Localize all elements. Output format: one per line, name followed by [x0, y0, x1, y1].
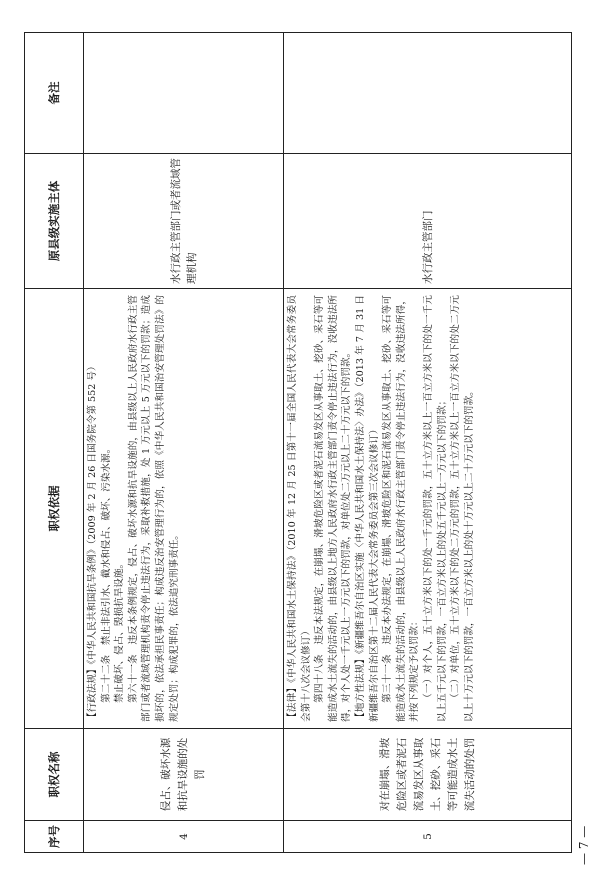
basis-article: 第二十二条 禁止非法引水、截水和侵占、破坏、污染水源。 [100, 443, 112, 703]
basis-article: 第六十一条 违反本条例规定，侵占、破坏水源和抗旱设施的，由县级以上人民政府水行政主管部门或者流域管理机构责令停止违法行为，采取补救措施，处 1 万元以上 5 万元以下的罚款；造成损坏的，依法承担民事责任；构成违反治安管理行为的，依照《中华人民共和国治安管理处罚法》的规定处罚；构成犯罪的，依法追究刑事责任。 [127, 295, 180, 722]
header-basis: 职权依据 [25, 289, 84, 729]
basis-article: 禁止破坏、侵占、毁损抗旱设施。 [114, 558, 126, 703]
basis-article: （二）对单位，五十立方米以下的处二万元的罚款，五十立方米以上一百立方米以下的处二万元以上十万元以下的罚款，一百立方米以上的处十万元以上二十万元以下的罚款。 [450, 295, 475, 722]
remarks-cell [84, 33, 284, 154]
basis-source: 【行政法规】《中华人民共和国抗旱条例》（2009 年 2 月 26 日国务院令第 552 号） [87, 361, 98, 722]
header-note: 备注 [25, 33, 84, 154]
basis-article: 第三十一条 违反本办法规定，在崩塌、滑坡危险区和泥石流易发区从事取土、挖砂、采石等可能造成水土流失的活动的，由县级以上人民政府水行政主管部门责令停止违法行为，没收违法所得，并按下列规定予以罚款： [382, 295, 421, 722]
remarks-cell [284, 33, 572, 154]
basis-source: 【法律】《中华人民共和国水土保持法》（2010 年 12 月 25 日第十一届全国人民代表大会常务委员会第十八次会议修订） [287, 295, 312, 722]
legal-basis [284, 289, 572, 729]
basis-article: （一）对个人，五十立方米以下的处一千元的罚款，五十立方米以上一百立方米以下的处一千元以上五千元以下的罚款，一百立方米以上的处五千元以上一万元以下的罚款； [422, 295, 448, 722]
powers-table [24, 32, 572, 853]
header-name: 职权名称 [25, 729, 84, 821]
power-name: 对在崩塌、滑坡危险区或者泥石流易发区从事取土、挖砂、采石等可能造成水土流失活动的处罚 [284, 729, 572, 821]
row-number: 4 [84, 821, 284, 853]
row-number: 5 [284, 821, 572, 853]
legal-basis [84, 289, 284, 729]
header-row [25, 33, 84, 853]
table-row [284, 33, 572, 853]
header-body: 原县级实施主体 [25, 154, 84, 289]
page-number: — 7 — [577, 825, 591, 865]
basis-source: 【地方性法规】《新疆维吾尔自治区实施〈中华人民共和国水土保持法〉办法》（2013 年 7 月 31 日新疆维吾尔自治区第十二届人民代表大会常务委员会第三次会议修订） [354, 295, 380, 722]
basis-article: 第四十八条 违反本法规定，在崩塌、滑坡危险区或者泥石流易发区从事取土、挖砂、采石等可能造成水土流失的活动的，由县级以上地方人民政府水行政主管部门责令停止违法行为，没收违法所得，对个人处一千元以上一万元以下的罚款，对单位处二万元以上二十万元以下的罚款。 [314, 295, 353, 722]
implementing-body: 水行政主管部门或者流域管理机构 [84, 154, 284, 289]
implementing-body: 水行政主管部门 [284, 154, 572, 289]
header-no: 序号 [25, 821, 84, 853]
table-row [84, 33, 284, 853]
power-name: 侵占、破坏水源和抗旱设施的处罚 [84, 729, 284, 821]
